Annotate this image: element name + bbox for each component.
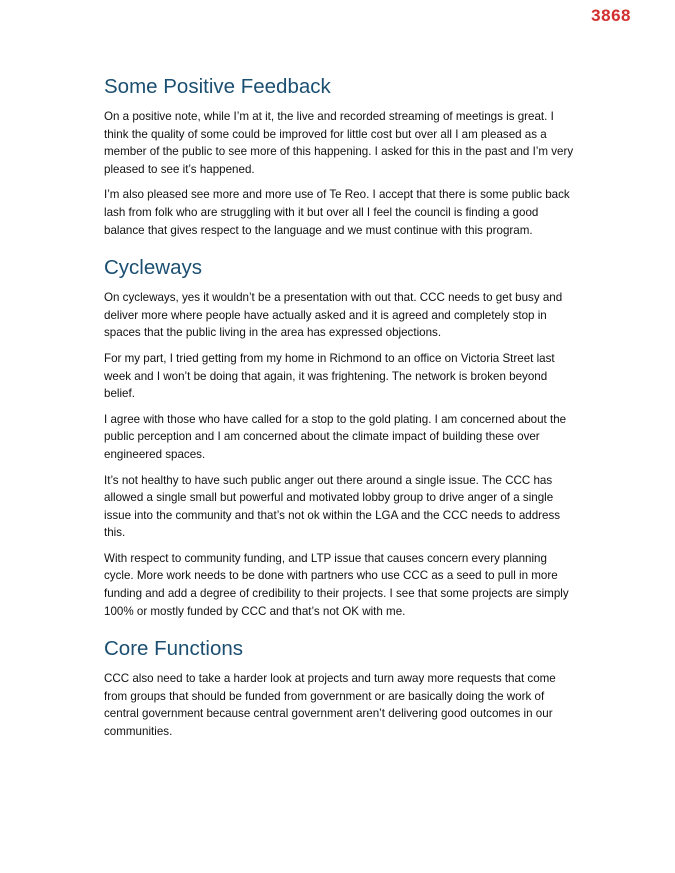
paragraph: I agree with those who have called for a stop to the gold plating. I am concerned about the public perception and I am concerned about the climate impact of building these over engineered spaces. bbox=[104, 412, 567, 461]
paragraph: On cycleways, yes it wouldn’t be a presentation with out that. CCC needs to get busy and deliver more where people have actually asked and it is agreed and completely stop in spaces that the public living in the area has expressed objections. bbox=[104, 291, 563, 340]
paragraph: It’s not healthy to have such public anger out there around a single issue. The CCC has allowed a single small but powerful and motivated lobby group to drive anger of a single issue into the community and that’s not ok within the LGA and the CCC needs to address this. bbox=[104, 473, 561, 540]
section-heading: Core Functions bbox=[104, 637, 244, 661]
paragraph: On a positive note, while I’m at it, the live and recorded streaming of meetings is great. I think the quality of some could be improved for little cost but over all I am pleased as a member of the public to see more of this happening. I asked for this in the past and I’m very pleased to see it’s happened. bbox=[104, 110, 574, 176]
section-heading: Some Positive Feedback bbox=[104, 75, 331, 98]
section-heading: Cycleways bbox=[104, 256, 202, 280]
paragraph: CCC also need to take a harder look at projects and turn away more requests that come from groups that should be funded from government or are basically doing the work of central government because central government aren’t delivering good outcomes in our communities. bbox=[104, 672, 556, 739]
page-number: 3868 bbox=[591, 6, 631, 25]
paragraph: For my part, I tried getting from my home in Richmond to an office on Victoria Street last week and I won’t be doing that again, it was frightening. The network is broken beyond belief. bbox=[104, 351, 555, 401]
document-body bbox=[104, 74, 576, 749]
paragraph: I’m also pleased see more and more use of Te Reo. I accept that there is some public back lash from folk who are struggling with it but over all I feel the council is finding a good balance that gives respect to the language and we must continue with this program. bbox=[104, 188, 570, 237]
paragraph: With respect to community funding, and LTP issue that causes concern every planning cycle. More work needs to be done with partners who use CCC as a seed to pull in more funding and add a degree of credibility to their projects. I see that some projects are simply 100% or mostly funded by CCC and that’s not OK with me. bbox=[104, 551, 569, 618]
